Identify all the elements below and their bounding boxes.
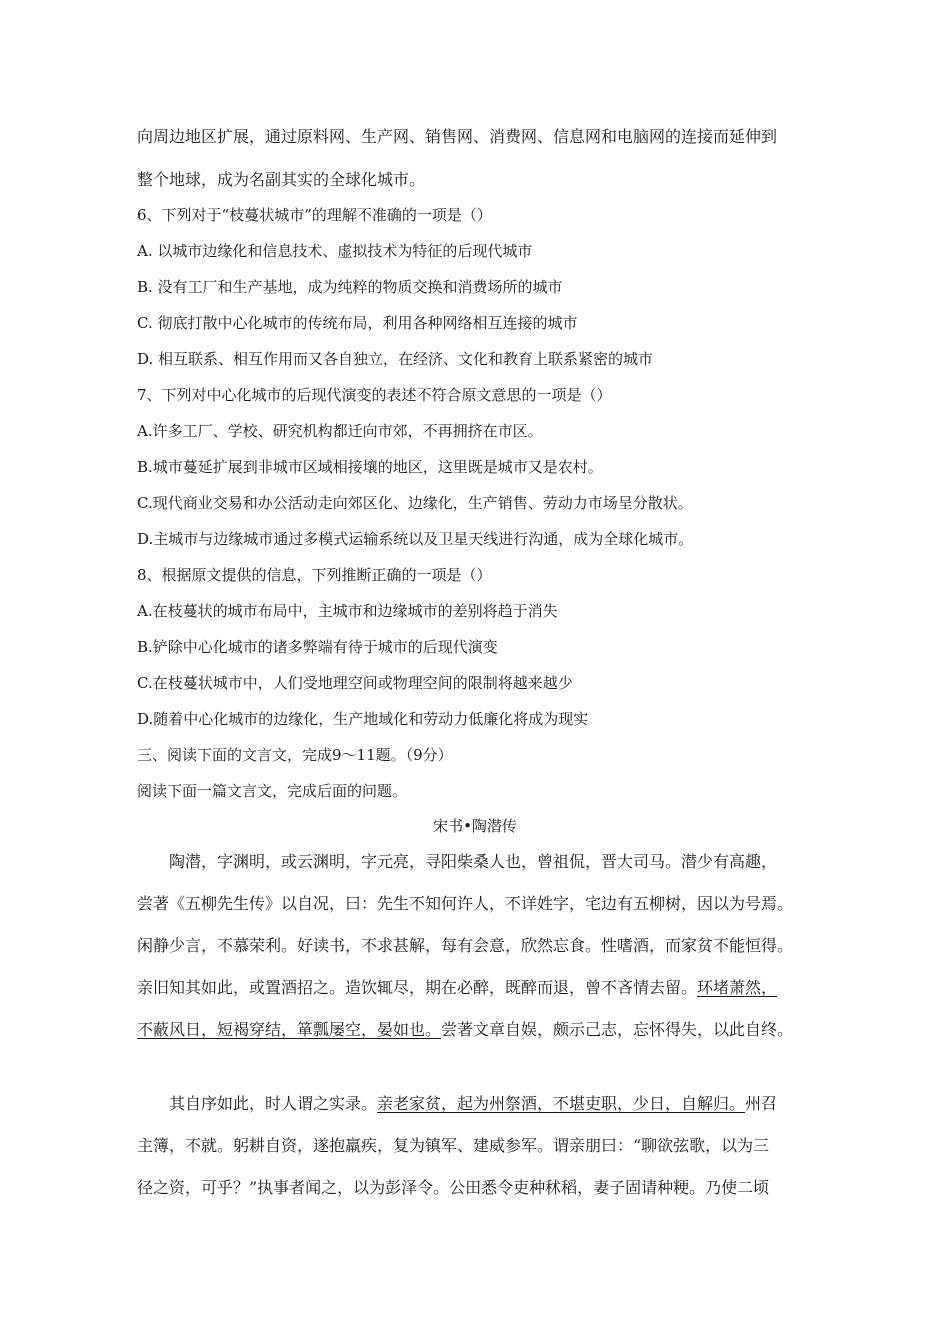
passage-p2-line-1-plain-b: 州召 (745, 1094, 778, 1113)
passage-p1-line-3: 闲静少言，不慕荣利。好读书，不求甚解，每有会意，欣然忘食。性嗜酒，而家贫不能恒得。 (137, 936, 794, 955)
question-7-stem: 7、下列对中心化城市的后现代演变的表述不符合原文意思的一项是（） (137, 386, 612, 404)
section-3-heading: 三、阅读下面的文言文，完成9～11题。（9分） (137, 746, 453, 764)
passage-p2-line-1 (169, 1094, 777, 1114)
passage-p1-line-2: 尝著《五柳先生传》以自况，曰：先生不知何许人，不详姓字，宅边有五柳树，因以为号焉。 (137, 894, 794, 913)
question-7-option-c: C.现代商业交易和办公活动走向郊区化、边缘化，生产销售、劳动力市场呈分散状。 (137, 494, 693, 512)
question-6-option-b: B. 没有工厂和生产基地，成为纯粹的物质交换和消费场所的城市 (137, 278, 563, 296)
passage-p2-line-3: 径之资，可乎？”执事者闻之，以为彭泽令。公田悉令吏种秫稻，妻子固请种粳。乃使二顷 (137, 1178, 770, 1197)
question-8-stem: 8、根据原文提供的信息，下列推断正确的一项是（） (137, 566, 492, 584)
question-8-option-a: A.在枝蔓状的城市布局中，主城市和边缘城市的差别将趋于消失 (137, 602, 558, 620)
question-6-option-c: C. 彻底打散中心化城市的传统布局，利用各种网络相互连接的城市 (137, 314, 578, 332)
passage-p1-line-1: 陶潜，字渊明，或云渊明，字元亮，寻阳柴桑人也，曾祖侃，晋大司马。潜少有高趣， (169, 852, 778, 871)
passage-p1-line-5 (137, 1020, 793, 1040)
question-6-stem: 6、下列对于“枝蔓状城市”的理解不准确的一项是（） (137, 206, 492, 224)
question-6-option-d: D. 相互联系、相互作用而又各自独立，在经济、文化和教育上联系紧密的城市 (137, 350, 654, 368)
question-8-option-b: B.铲除中心化城市的诸多弊端有待于城市的后现代演变 (137, 638, 498, 656)
underlined-sentence-1-part-2: 不蔽风日，短褐穿结，箪瓢屡空，晏如也。 (137, 1020, 442, 1039)
question-7-option-b: B.城市蔓延扩展到非城市区域相接壤的地区，这里既是城市又是农村。 (137, 458, 603, 476)
underlined-sentence-1-part-1: 环堵萧然， (697, 978, 778, 997)
underlined-sentence-2: 亲老家贫，起为州祭酒，不堪吏职，少日，自解归。 (377, 1094, 746, 1113)
continuation-line-2: 整个地球，成为名副其实的全球化城市。 (137, 170, 426, 189)
question-8-option-c: C.在枝蔓状城市中，人们受地理空间或物理空间的限制将越来越少 (137, 674, 573, 692)
question-8-option-d: D.随着中心化城市的边缘化，生产地域化和劳动力低廉化将成为现实 (137, 710, 589, 728)
passage-p1-line-4-plain: 亲旧知其如此，或置酒招之。造饮辄尽，期在必醉，既醉而退，曾不吝情去留。 (137, 978, 698, 997)
continuation-line-1: 向周边地区扩展，通过原料网、生产网、销售网、消费网、信息网和电脑网的连接而延伸到 (137, 127, 778, 146)
passage-p1-line-4 (137, 978, 777, 998)
passage-p2-line-2: 主簿，不就。躬耕自资，遂抱羸疾，复为镇军、建威参军。谓亲朋曰：“聊欲弦歌，以为三 (137, 1136, 770, 1155)
question-7-option-a: A.许多工厂、学校、研究机构都迁向市郊，不再拥挤在市区。 (137, 422, 543, 440)
passage-p1-line-5-plain: 尝著文章自娱，颇示己志，忘怀得失，以此自终。 (441, 1020, 794, 1039)
reading-instruction: 阅读下面一篇文言文，完成后面的问题。 (137, 782, 408, 800)
passage-title: 宋书•陶潜传 (433, 817, 517, 835)
question-6-option-a: A. 以城市边缘化和信息技术、虚拟技术为特征的后现代城市 (137, 242, 533, 260)
question-7-option-d: D.主城市与边缘城市通过多模式运输系统以及卫星天线进行沟通，成为全球化城市。 (137, 530, 694, 548)
passage-p2-line-1-plain-a: 其自序如此，时人谓之实录。 (169, 1094, 378, 1113)
